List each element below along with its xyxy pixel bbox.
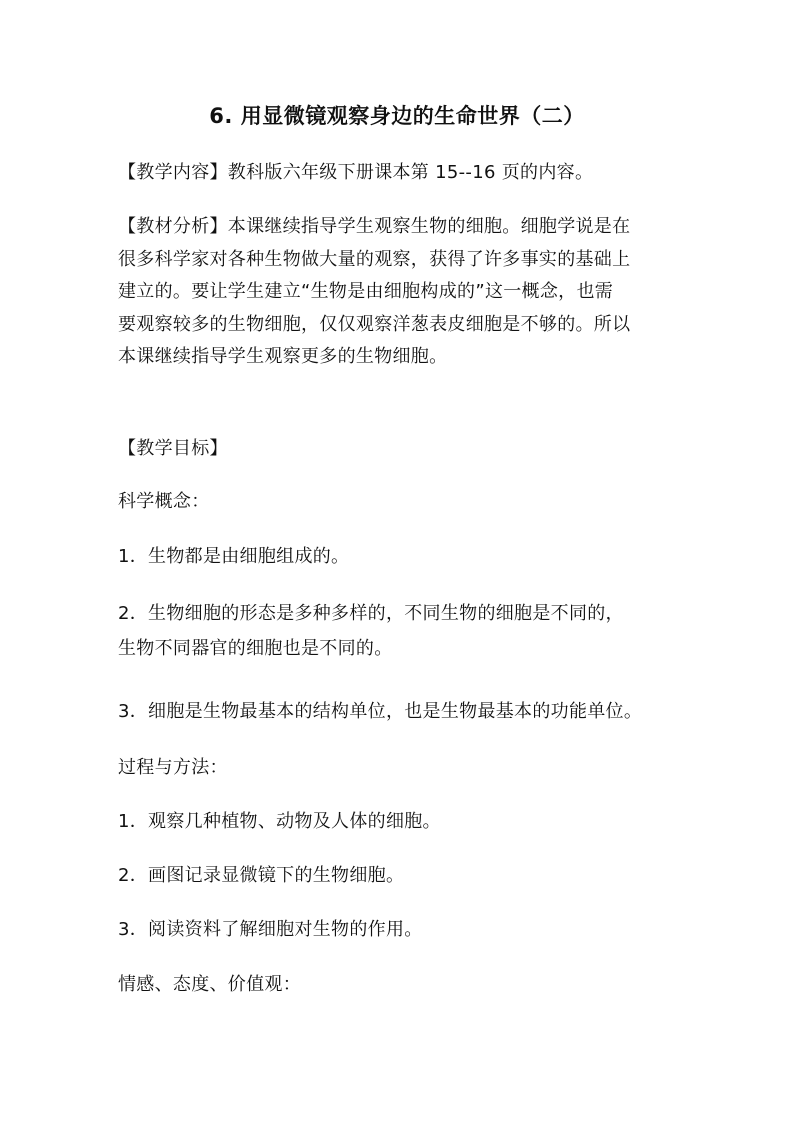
concept-3-text: 3．细胞是生物最基本的结构单位，也是生物最基本的功能单位。 — [118, 701, 643, 722]
science-concepts-heading-text: 科学概念： — [118, 491, 210, 512]
process-heading-text: 过程与方法： — [118, 757, 228, 778]
concept-item-1 — [118, 541, 678, 572]
process-1-text: 1．观察几种植物、动物及人体的细胞。 — [118, 811, 441, 832]
process-3-text: 3．阅读资料了解细胞对生物的作用。 — [118, 919, 423, 940]
attitude-heading — [118, 969, 678, 1000]
process-2-text: 2．画图记录显微镜下的生物细胞。 — [118, 865, 405, 886]
objectives-heading — [118, 433, 678, 464]
concept-item-3 — [118, 696, 678, 727]
teaching-content — [118, 157, 678, 188]
science-concepts-heading — [118, 486, 678, 517]
concept-2-line: 生物不同器官的细胞也是不同的。 — [118, 638, 393, 659]
analysis-line: 本课继续指导学生观察更多的生物细胞。 — [118, 346, 448, 367]
analysis-line: 很多科学家对各种生物做大量的观察，获得了许多事实的基础上 — [118, 248, 631, 270]
lesson-title: 6. 用显微镜观察身边的生命世界（二） — [209, 104, 585, 128]
process-item-3 — [118, 914, 678, 945]
teaching-content-line: 【教学内容】教科版六年级下册课本第 15--16 页的内容。 — [118, 162, 594, 183]
process-item-1 — [118, 806, 678, 837]
objectives-heading-text: 【教学目标】 — [118, 438, 228, 459]
analysis-line: 要观察较多的生物细胞，仅仅观察洋葱表皮细胞是不够的。所以 — [118, 313, 631, 335]
analysis-line: 【教材分析】本课继续指导学生观察生物的细胞。细胞学说是在 — [118, 216, 631, 237]
material-analysis — [118, 211, 678, 374]
process-item-2 — [118, 860, 678, 891]
concept-item-2 — [118, 596, 678, 666]
concept-1-text: 1．生物都是由细胞组成的。 — [118, 546, 350, 567]
attitude-heading-text: 情感、态度、价值观： — [118, 974, 301, 995]
analysis-line: 建立的。要让学生建立“生物是由细胞构成的”这一概念，也需 — [118, 281, 614, 302]
process-heading — [118, 752, 678, 783]
concept-2-line: 2．生物细胞的形态是多种多样的，不同生物的细胞是不同的， — [118, 603, 624, 624]
